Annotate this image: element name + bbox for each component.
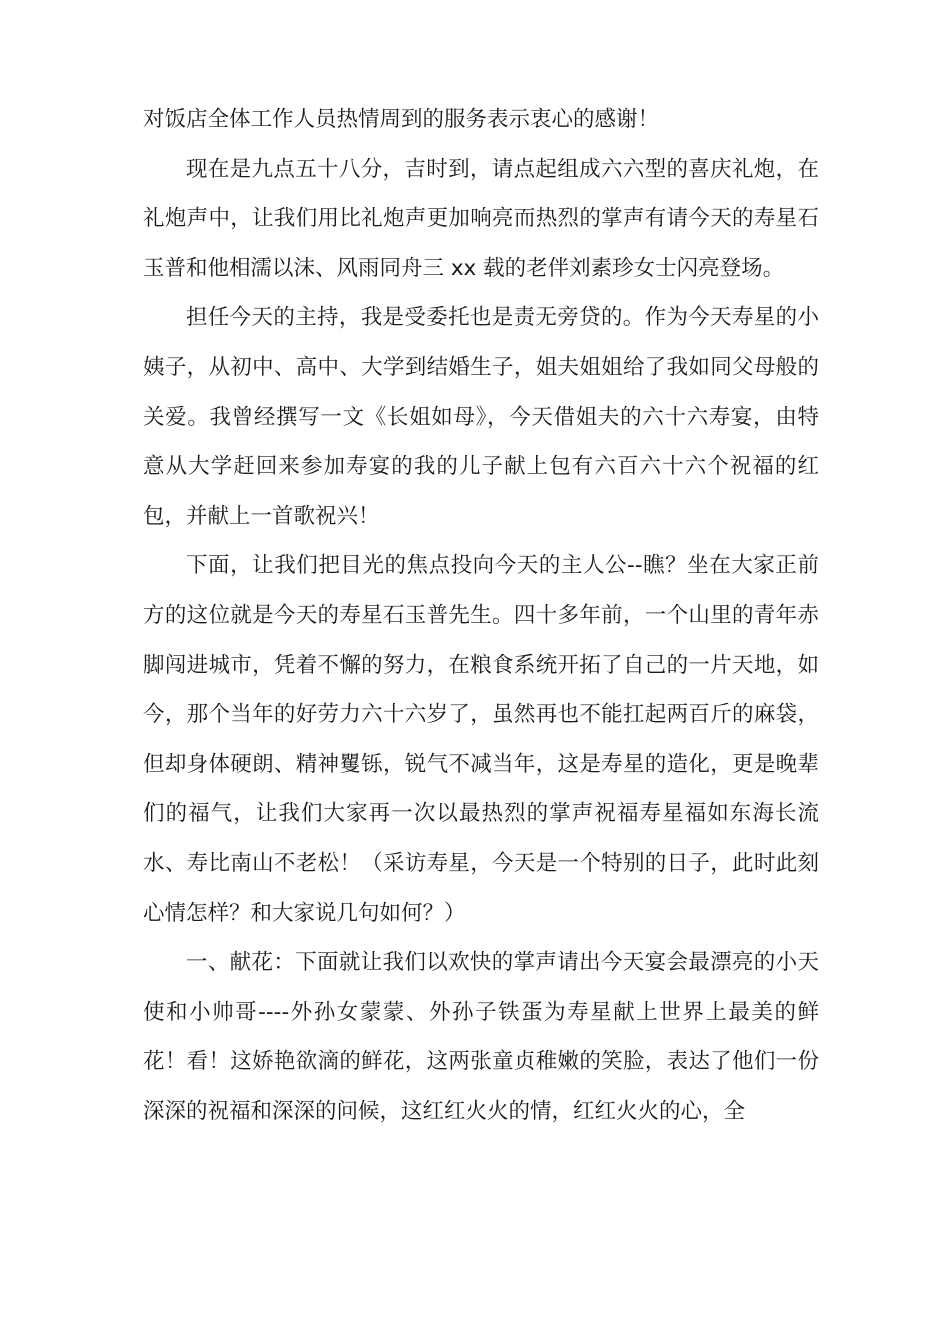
paragraph-5: 一、献花：下面就让我们以欢快的掌声请出今天宴会最漂亮的小天使和小帅哥----外孙女蒙蒙、外孙子铁蛋为寿星献上世界上最美的鲜花！看！这娇艳欲滴的鲜花，这两张童贞稚嫩的笑脸，表达了他们一份深深的祝福和深深的问候，这红红火火的情，红红火火的心，全 [143,950,819,1124]
paragraph-3: 担任今天的主持，我是受委托也是责无旁贷的。作为今天寿星的小姨子，从初中、高中、大学到结婚生子，姐夫姐姐给了我如同父母般的关爱。我曾经撰写一文《长姐如母》，今天借姐夫的六十六寿宴，由特意从大学赶回来参加寿宴的我的儿子献上包有六百六十六个祝福的红包，并献上一首歌祝兴！ [143,305,819,529]
paragraph-4: 下面，让我们把目光的焦点投向今天的主人公--瞧？坐在大家正前方的这位就是今天的寿星石玉普先生。四十多年前，一个山里的青年赤脚闯进城市，凭着不懈的努力，在粮食系统开拓了自己的一片天地，如今，那个当年的好劳力六十六岁了，虽然再也不能扛起两百斤的麻袋，但却身体硬朗、精神矍铄，锐气不减当年，这是寿星的造化，更是晚辈们的福气，让我们大家再一次以最热烈的掌声祝福寿星福如东海长流水、寿比南山不老松！（采访寿星，今天是一个特别的日子，此时此刻心情怎样？和大家说几句如何？） [143,553,819,926]
paragraph-1: 对饭店全体工作人员热情周到的服务表示衷心的感谢！ [143,107,660,132]
document-body [143,95,819,1136]
paragraph-2: 现在是九点五十八分，吉时到，请点起组成六六型的喜庆礼炮，在礼炮声中，让我们用比礼炮声更加响亮而热烈的掌声有请今天的寿星石玉普和他相濡以沫、风雨同舟三 xx 载的老伴刘素珍女士闪亮登场。 [143,156,819,281]
